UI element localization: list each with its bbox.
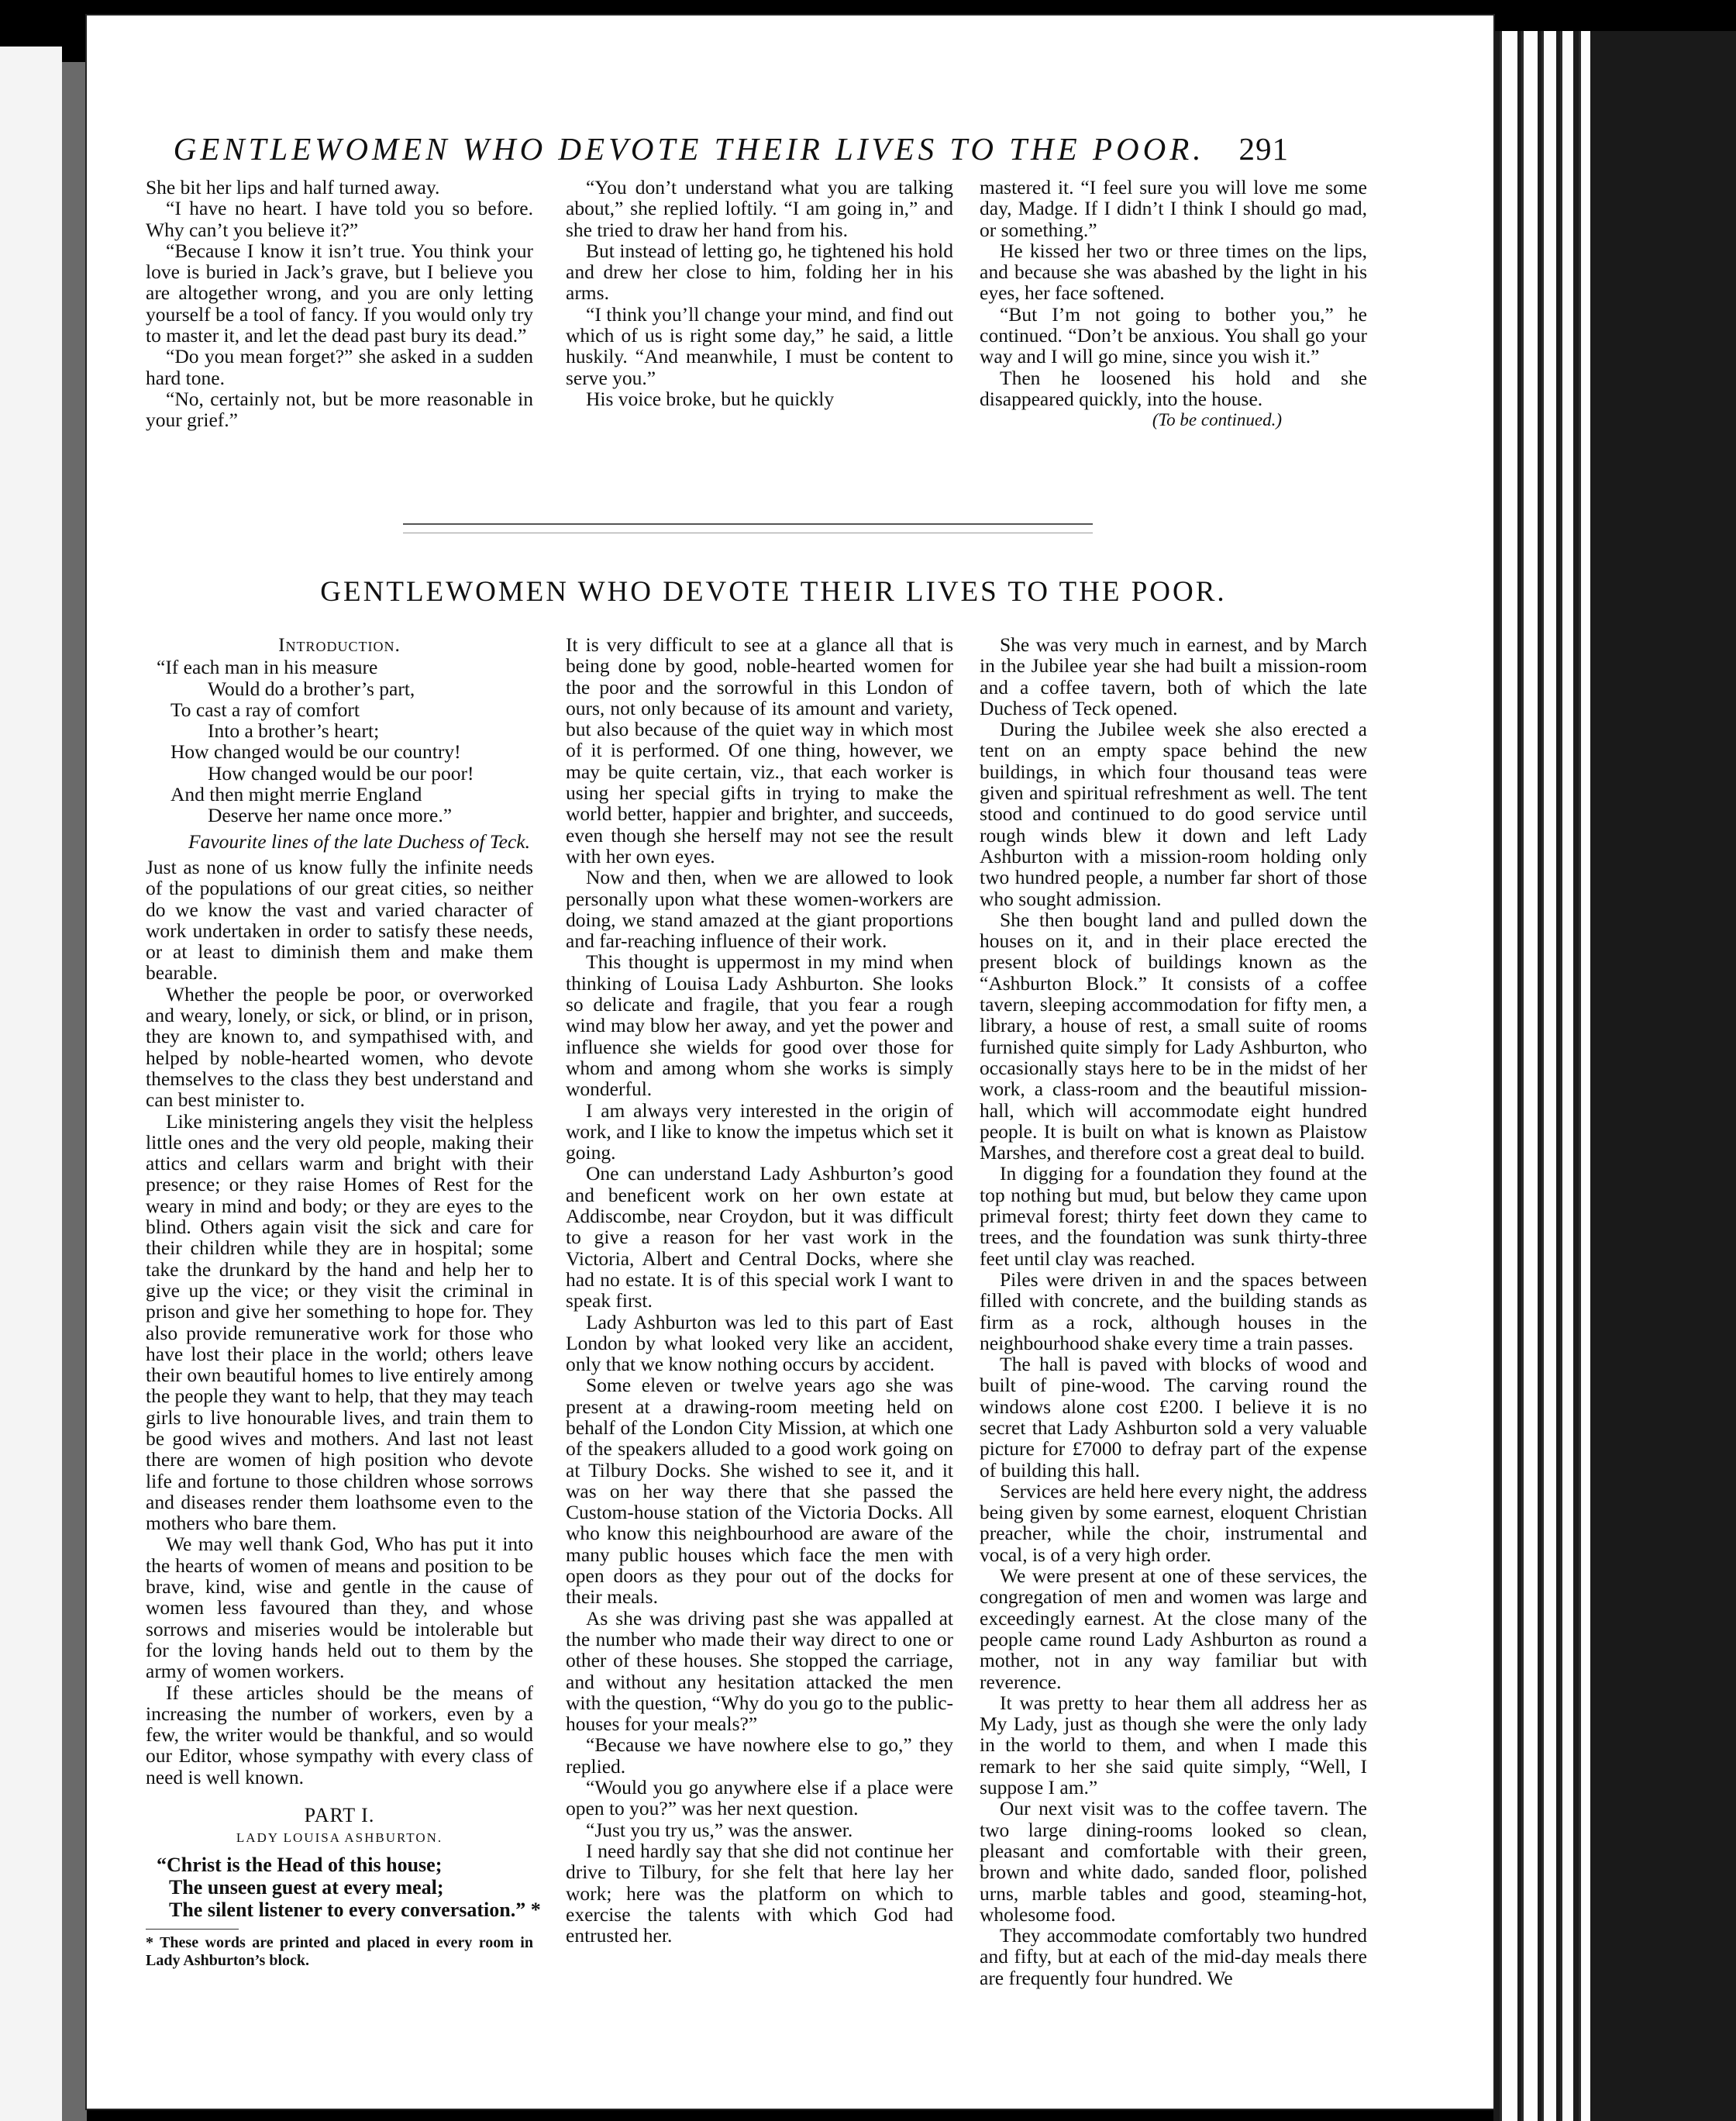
poem-line: Would do a brother’s part, — [208, 677, 415, 700]
left-page-edge — [0, 47, 62, 2121]
poem-line: “If each man in his measure — [157, 656, 378, 679]
article-paragraph: She then bought land and pulled down the houses on it, and in their place erected the present block of buildings known as the “Ashburton Block.” It consists of a coffee tavern, sleeping accommodation for fifty men, a library, a house of rest, a small suite of rooms furnished quite simply for Lady Ashburton, who occasionally stays here to be in the midst of her work, a class-room and the beautiful mission-hall, which will accommodate eight hundred people. It is built on what is known as Plaistow Marshes, and therefore cost a great deal to build. — [980, 908, 1367, 1164]
article-paragraph: Whether the people be poor, or overworked and weary, lonely, or sick, or blind, or in prison, they are known to, and sympathised with, and helped by noble-hearted women, who devote themselves to the class they best understand and can best minister to. — [146, 982, 533, 1112]
story-column-3 — [980, 177, 1367, 475]
poem-line: Into a brother’s heart; — [208, 719, 380, 743]
house-motto — [146, 1853, 541, 1921]
story-paragraph: His voice broke, but he quickly — [586, 387, 835, 410]
footnote: * These words are printed and placed in every room in Lady Ashburton’s block. — [146, 1933, 533, 1969]
story-paragraph: “But I’m not going to bother you,” he continued. “Don’t be anxious. You shall go your way and I will go mine, since you wish it.” — [980, 302, 1367, 368]
article-paragraph: “Because we have nowhere else to go,” they replied. — [566, 1733, 953, 1778]
article-title: GENTLEWOMEN WHO DEVOTE THEIR LIVES TO THE POOR. — [320, 576, 1227, 608]
poem-line: How changed would be our poor! — [208, 761, 474, 785]
story-paragraph: “You don’t understand what you are talking about,” she replied loftily. “I am going in,” and she tried to draw her hand from his. — [566, 176, 953, 241]
article-paragraph: Our next visit was to the coffee tavern. The two large dining-rooms looked so clean, pleasant and comfortable with their green, brown and white dado, sanded floor, polished urns, marble tables and good, steaming-hot, wholesome food. — [980, 1797, 1367, 1926]
poem-attribution: Favourite lines of the late Duchess of Teck. — [188, 829, 530, 853]
story-column-2 — [566, 177, 953, 475]
running-head-title: GENTLEWOMEN WHO DEVOTE THEIR LIVES TO THE POOR. — [173, 131, 1205, 167]
section-divider — [403, 523, 1093, 533]
article-paragraph: Just as none of us know fully the infinite needs of the populations of our great cities, so neither do we know the vast and varied character of work undertaken in order to satisfy these needs, or at least to diminish them and make them bearable. — [146, 855, 533, 985]
article-paragraph: Piles were driven in and the spaces between filled with concrete, and the building stands as firm as a rock, although houses in the neighbourhood shake every time a train passes. — [980, 1267, 1367, 1354]
story-paragraph: He kissed her two or three times on the lips, and because she was abashed by the light in his eyes, her face softened. — [980, 239, 1367, 305]
article-paragraph: “Just you try us,” was the answer. — [586, 1818, 853, 1841]
part-subheading: LADY LOUISA ASHBURTON. — [236, 1830, 443, 1846]
article-paragraph: We were present at one of these services, the congregation of men and women was large and exceedingly earnest. At the close many of the people came round Lady Ashburton as round a mother, not in any way familiar but with reverence. — [980, 1564, 1367, 1693]
article-paragraph: “Would you go anywhere else if a place were open to you?” was her next question. — [566, 1776, 953, 1820]
article-paragraph: I need hardly say that she did not continue her drive to Tilbury, for she felt that here lay her work; here was the platform on which to exercise the talents with which God had entrusted her. — [566, 1839, 953, 1947]
motto-line: The silent listener to every conversation.” * — [169, 1898, 541, 1921]
article-paragraph: We may well thank God, Who has put it into the hearts of women of means and position to be brave, kind, wise and gentle in the cause of women less favoured than they, and whose sorrows and miseries would be intolerable but for the loving hands held out to them by the army of women workers. — [146, 1533, 533, 1683]
article-paragraph: Lady Ashburton was led to this part of East London by what looked very like an accident, only that we know nothing occurs by accident. — [566, 1310, 953, 1376]
poem-line: How changed would be our country! — [170, 740, 461, 764]
story-column-1 — [146, 177, 533, 475]
article-column-1 — [146, 633, 541, 1969]
article-column-2 — [566, 634, 953, 1952]
article-paragraph: They accommodate comfortably two hundred and fifty, but at each of the mid-day meals there are frequently four hundred. We — [980, 1924, 1367, 1989]
story-paragraph: Then he loosened his hold and she disappeared quickly, into the house. — [980, 366, 1367, 410]
article-paragraph: It was pretty to hear them all address her as My Lady, just as though she were the only lady in the world to them, and when I made this remark to her she said quite simply, “Well, I suppose I am.” — [980, 1691, 1367, 1799]
to-be-continued-note: (To be continued.) — [1152, 410, 1282, 430]
article-paragraph: In digging for a foundation they found at the top nothing but mud, but below they came upon primeval forest; thirty feet down they came to trees, and the foundation was sunk thirty-three feet until clay was reached. — [980, 1162, 1367, 1270]
article-paragraph: She was very much in earnest, and by March in the Jubilee year she had built a mission-room and a coffee tavern, both of which the late Duchess of Teck opened. — [980, 633, 1367, 719]
article-paragraph: This thought is uppermost in my mind when thinking of Louisa Lady Ashburton. She looks so delicate and fragile, that you fear a rough wind may blow her away, and yet the power and influence she wields for good over those for whom and among whom she works is simply wonderful. — [566, 950, 953, 1101]
article-paragraph: If these articles should be the means of increasing the number of workers, even by a few, the writer would be thankful, and so would our Editor, whose sympathy with every class of need is well known. — [146, 1681, 533, 1788]
article-paragraph: One can understand Lady Ashburton’s good and beneficent work on her own estate at Addiscombe, near Croydon, but it was difficult to give a reason for her vast work in the Victoria, Albert and Central Docks, where she had no estate. It is of this special work I want to speak first. — [566, 1162, 953, 1312]
story-paragraph: mastered it. “I feel sure you will love me some day, Madge. If I didn’t I think I should go mad, or something.” — [980, 176, 1367, 241]
article-paragraph: Some eleven or twelve years ago she was present at a drawing-room meeting held on behalf of the London City Mission, at which one of the speakers alluded to a good work going on at Tilbury Docks. She wished to see it, and it was on her way there that she passed the Custom-house station of the Victoria Docks. All who know this neighbourhood are aware of the many public houses which face the men with open doors as they pour out of the docks for their meals. — [566, 1374, 953, 1609]
page-number: 291 — [1238, 131, 1289, 167]
motto-line: “Christ is the Head of this house; — [157, 1853, 443, 1876]
article-paragraph: Like ministering angels they visit the helpless little ones and the very old people, making their attics and cellars warm and bright with their presence; or they raise Homes of Rest for the weary in mind and body; or they are eyes to the blind. Others again visit the sick and care for their children while they are in hospital; some take the drunkard by the hand and help her to give up the vice; or they visit the criminal in prison and give her something to hope for. They also provide remunerative work for those who have lost their place in the world; others leave their own beautiful homes to live entirely among the people they want to help, that they may teach girls to live honourable lives, and train them to be good wives and mothers. And last not least there are women of high position who devote life and fortune to those children whose sorrows and diseases render them loathsome even to the mothers who bare them. — [146, 1109, 533, 1535]
footnote-rule — [146, 1929, 239, 1930]
article-paragraph: It is very difficult to see at a glance all that is being done by good, noble-hearted women for the poor and the sorrowful in this London of ours, not only because of its amount and variety, but also because of the quiet way in which most of it is performed. Of one thing, however, we may be quite certain, viz., that each worker is using her special gifts in trying to make the world better, happier and brighter, and succeeds, even though she herself may not see the result with her own eyes. — [566, 633, 953, 867]
poem-line: And then might merrie England — [170, 783, 422, 806]
story-paragraph: But instead of letting go, he tightened his hold and drew her close to him, folding her in his arms. — [566, 239, 953, 305]
article-paragraph: Now and then, when we are allowed to look personally upon what these women-workers are doing, we stand amazed at the giant proportions and far-reaching influence of their work. — [566, 866, 953, 953]
story-paragraph: She bit her lips and half turned away. — [146, 176, 440, 198]
poem-line: To cast a ray of comfort — [170, 698, 360, 721]
article-column-3 — [980, 633, 1367, 1989]
article-paragraph: The hall is paved with blocks of wood and built of pine-wood. The carving round the windows alone cost £200. I believe it is no secret that Lady Ashburton sold a very valuable picture for £7000 to defray part of the expense of building this hall. — [980, 1353, 1367, 1481]
intro-heading: Introduction. — [278, 633, 401, 656]
article-paragraph: During the Jubilee week she also erected a tent on an empty space behind the new buildings, in which four thousand teas were given and spiritual refreshment as well. The tent stood and continued to do good service until rough winds blew it down and left Lady Ashburton with a mission-room holding only two hundred people, a number far short of those who sought admission. — [980, 718, 1367, 910]
page-stack-edges — [1493, 31, 1736, 2121]
article-paragraph: As she was driving past she was appalled at the number who made their way direct to one or other of these houses. She stopped the carriage, and without any hesitation attacked the men with the question, “Why do you go to the public-houses for your meals?” — [566, 1606, 954, 1736]
story-paragraph: “Do you mean forget?” she asked in a sudden hard tone. — [146, 345, 533, 389]
article-paragraph: I am always very interested in the origin of work, and I like to know the impetus which set it going. — [566, 1098, 953, 1164]
poem-line: Deserve her name once more.” — [208, 804, 453, 827]
running-head — [146, 130, 1289, 167]
book-gutter-shadow — [62, 62, 87, 2121]
article-paragraph: Services are held here every night, the address being given by some earnest, eloquent Christian preacher, while the choir, instrumental and vocal, is of a very high order. — [980, 1479, 1367, 1566]
motto-line: The unseen guest at every meal; — [169, 1875, 444, 1899]
story-paragraph: “I think you’ll change your mind, and find out which of us is right some day,” he said, a little huskily. “And meanwhile, I must be content to serve you.” — [566, 302, 953, 389]
part-heading: PART I. — [304, 1804, 375, 1827]
story-paragraph: “Because I know it isn’t true. You think your love is buried in Jack’s grave, but I believe you are altogether wrong, and you are only letting yourself be a tool of fancy. If you would only try to master it, and let the dead past bury its dead.” — [146, 239, 533, 347]
intro-poem — [146, 657, 533, 826]
story-paragraph: “No, certainly not, but be more reasonable in your grief.” — [146, 387, 533, 432]
story-paragraph: “I have no heart. I have told you so before. Why can’t you believe it?” — [146, 197, 533, 241]
